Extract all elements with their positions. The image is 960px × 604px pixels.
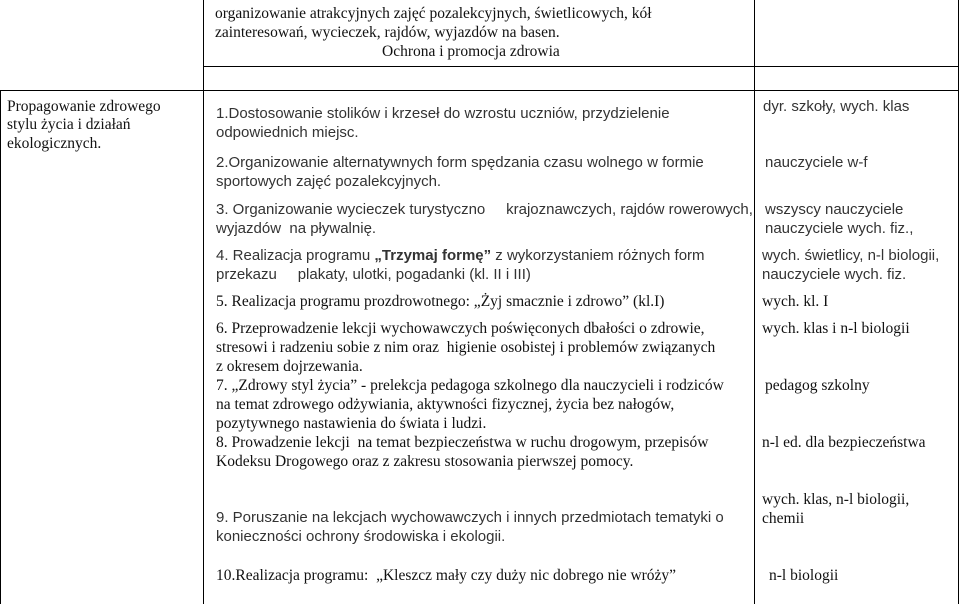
task-4-program-name: „Trzymaj formę” [374,247,492,264]
category-line-1: Propagowanie zdrowego [7,98,161,115]
responsible-6: wych. klas i n-l biologii [762,320,910,337]
responsible-1: dyr. szkoły, wych. klas [763,98,910,115]
task-4-suffix: z wykorzystaniem różnych form [491,247,705,264]
task-8-line-1: 8. Prowadzenie lekcji na temat bezpieczeństwa w ruchu drogowym, przepisów [216,434,709,451]
task-9-line-1: 9. Poruszanie na lekcjach wychowawczych i innych przedmiotach tematyki o [216,509,724,526]
responsible-2: nauczyciele w-f [765,154,868,171]
grid-line [754,90,755,604]
task-2-line-1: 2.Organizowanie alternatywnych form spędzania czasu wolnego w formie [216,154,704,171]
task-7-line-2: na temat zdrowego odżywiania, aktywności fizycznej, życia bez nałogów, [216,396,675,413]
task-10: 10.Realizacja programu: „Kleszcz mały czy duży nic dobrego nie wróży” [216,567,677,584]
task-3-line-2: wyjazdów na pływalnię. [216,220,377,237]
grid-line [754,0,755,90]
task-6-line-2: stresowi i radzeniu sobie z nim oraz higienie osobistej i problemów związanych [216,339,716,356]
task-9-line-2: konieczności ochrony środowiska i ekologii. [216,528,506,545]
grid-line [0,90,958,91]
task-6-line-1: 6. Przeprowadzenie lekcji wychowawczych poświęconych dbałości o zdrowie, [216,320,705,337]
task-7-line-1: 7. „Zdrowy styl życia” - prelekcja pedagoga szkolnego dla nauczycieli i rodziców [216,377,724,394]
task-4-prefix: 4. Realizacja programu [216,247,375,264]
responsible-4-line-1: wych. świetlicy, n-l biologii, [762,247,940,264]
responsible-7: pedagog szkolny [765,377,870,394]
task-8-line-2: Kodeksu Drogowego oraz z zakresu stosowania pierwszej pomocy. [216,453,634,470]
responsible-10: n-l biologii [769,567,839,584]
task-1-line-1: 1.Dostosowanie stolików i krzeseł do wzrostu uczniów, przydzielenie [216,105,670,122]
task-2-line-2: sportowych zajęć pozalekcyjnych. [216,173,442,190]
responsible-5: wych. kl. I [762,293,829,310]
task-4-line-1 [216,248,705,263]
responsible-8: n-l ed. dla bezpieczeństwa [762,434,926,451]
task-5: 5. Realizacja programu prozdrowotnego: „Żyj smacznie i zdrowo” (kl.I) [216,293,665,310]
grid-line [958,0,959,604]
responsible-3-line-2: nauczyciele wych. fiz., [765,220,914,237]
responsible-4-line-2: nauczyciele wych. fiz. [762,266,907,283]
task-7-line-3: pozytywnego nastawienia do świata i ludzi. [216,415,487,432]
top-line-2: zainteresowań, wycieczek, rajdów, wyjazdów na basen. [215,24,560,41]
task-6-line-3: z okresem dojrzewania. [216,358,363,375]
category-line-2: stylu życia i działań [7,116,131,133]
task-1-line-2: odpowiednich miejsc. [216,124,359,141]
category-line-3: ekologicznych. [7,135,102,152]
task-4-line-2: przekazu plakaty, ulotki, pogadanki (kl. II i III) [216,266,531,283]
responsible-3-line-1: wszyscy nauczyciele [765,201,904,218]
task-3-line-1: 3. Organizowanie wycieczek turystyczno krajoznawczych, rajdów rowerowych, [216,201,753,218]
responsible-9-line-1: wych. klas, n-l biologii, [762,491,910,508]
section-title: Ochrona i promocja zdrowia [382,43,560,60]
grid-line [0,90,1,604]
grid-line [203,66,958,67]
top-line-1: organizowanie atrakcyjnych zajęć pozalekcyjnych, świetlicowych, kół [215,5,652,22]
responsible-9-line-2: chemii [762,510,805,527]
